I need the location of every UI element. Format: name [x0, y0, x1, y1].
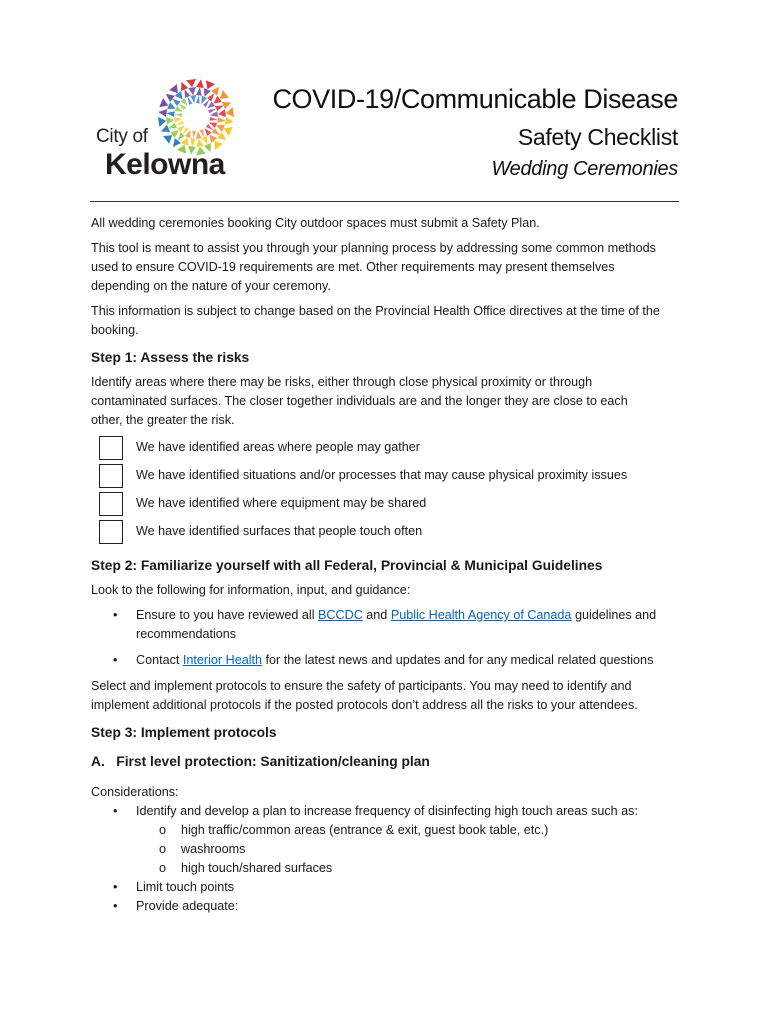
- header-divider: [90, 201, 679, 202]
- sun-mark-segment: [210, 117, 218, 121]
- logo-kelowna-text: Kelowna: [105, 148, 225, 181]
- sun-mark-segment: [217, 132, 226, 140]
- sun-mark-segment: [172, 99, 180, 106]
- checklist-item: [91, 520, 691, 548]
- document-body: [91, 214, 691, 923]
- sun-mark-segment: [211, 87, 219, 96]
- sun-mark-segment: [166, 117, 174, 125]
- checklist-item: [91, 436, 691, 464]
- step2-bullet-2: • Contact Interior Health for the latest news and updates and for any medical related questions: [91, 651, 691, 670]
- sub-bullet-icon: o: [159, 842, 167, 856]
- sun-mark-segment: [177, 126, 185, 133]
- sun-mark-segment: [204, 88, 211, 97]
- sun-mark-segment: [207, 101, 215, 108]
- sun-mark-segment: [178, 133, 185, 141]
- sun-mark-segment: [226, 107, 234, 117]
- sun-mark-segment: [167, 102, 176, 109]
- considerations-label: Considerations:: [91, 785, 179, 799]
- sun-mark-segment: [217, 117, 225, 123]
- step1-checklist: [91, 436, 691, 548]
- intro-paragraph-3: This information is subject to change based on the Provincial Health Office directives at the time of the booking.: [91, 304, 660, 337]
- sub-list-item: o high touch/shared surfaces: [91, 859, 691, 878]
- checklist-label: We have identified situations and/or processes that may cause physical proximity issues: [136, 468, 628, 482]
- bullet-icon: •: [113, 899, 118, 913]
- sun-mark-segment: [216, 125, 225, 132]
- checklist-item: [91, 464, 691, 492]
- sun-mark-segment: [196, 95, 200, 103]
- sun-mark-segment: [190, 138, 196, 146]
- sun-mark-segment: [158, 109, 167, 117]
- step3-heading: Step 3: Implement protocols: [91, 725, 277, 740]
- bccdc-link[interactable]: BCCDC: [318, 608, 363, 622]
- checklist-item: [91, 492, 691, 520]
- kelowna-sun-mark-icon: [157, 78, 235, 156]
- sun-mark-segment: [180, 98, 187, 106]
- checkbox[interactable]: [99, 436, 123, 460]
- bullet-icon: •: [113, 653, 118, 667]
- sun-mark-segment: [169, 84, 178, 93]
- sun-mark-segment: [196, 79, 204, 88]
- sun-mark-segment: [215, 106, 224, 112]
- sun-mark-segment: [206, 80, 215, 89]
- bullet-icon: •: [113, 804, 118, 818]
- step2-bullet-1: • Ensure to you have reviewed all BCCDC and Public Health Agency of Canada guidelines and recommendations: [113, 608, 657, 641]
- step2-paragraph: Select and implement protocols to ensure the safety of participants. You may need to identify and implement additional protocols if the posted protocols don’t address all the risks to your attendees.: [91, 679, 638, 712]
- step2-heading: Step 2: Familiarize yourself with all Federal, Provincial & Municipal Guidelines: [91, 558, 603, 573]
- sun-mark-segment: [220, 90, 229, 99]
- step3-subheading: A. First level protection: Sanitization/cleaning plan: [91, 754, 430, 769]
- intro-paragraph-1: All wedding ceremonies booking City outdoor spaces must submit a Safety Plan.: [91, 216, 540, 230]
- bullet-icon: •: [113, 608, 118, 622]
- step2-lead: Look to the following for information, input, and guidance:: [91, 583, 411, 597]
- step3-bullet-3: • Provide adequate:: [91, 897, 691, 916]
- step1-paragraph: Identify areas where there may be risks, either through close physical proximity or through contaminated surfaces. The closer together individuals are and the longer they are close to each other, the greater the risk.: [91, 375, 628, 427]
- step1-heading: Step 1: Assess the risks: [91, 350, 250, 365]
- sun-mark-segment: [218, 109, 226, 117]
- sub-bullet-icon: o: [159, 823, 167, 837]
- sun-mark-segment: [158, 117, 166, 127]
- sun-mark-segment: [192, 131, 196, 139]
- sun-mark-segment: [188, 87, 196, 95]
- document-subtitle: Safety Checklist: [517, 124, 678, 150]
- sub-bullet-icon: o: [159, 861, 167, 875]
- sun-mark-segment: [224, 127, 233, 136]
- interior-health-link[interactable]: Interior Health: [182, 653, 263, 667]
- sun-mark-segment: [196, 139, 204, 147]
- document-title: COVID-19/Communicable Disease: [272, 84, 678, 114]
- sun-mark-segment: [174, 113, 182, 117]
- sun-mark-segment: [185, 89, 191, 98]
- sun-mark-segment: [163, 135, 172, 144]
- sun-mark-segment: [207, 93, 214, 101]
- sun-mark-segment: [225, 117, 234, 125]
- step3-bullet-1: • Identify and develop a plan to increase frequency of disinfecting high touch areas such as:: [91, 802, 691, 821]
- checklist-label: We have identified where equipment may be shared: [136, 496, 427, 510]
- checklist-label: We have identified areas where people may gather: [136, 440, 420, 454]
- logo-city-of-text: City of: [96, 126, 148, 147]
- sub-list-item: o high traffic/common areas (entrance & exit, guest book table, etc.): [91, 821, 691, 840]
- checkbox[interactable]: [99, 492, 123, 516]
- bullet-icon: •: [113, 880, 118, 894]
- sub-list-item: o washrooms: [91, 840, 691, 859]
- sun-mark-segment: [205, 128, 212, 136]
- checklist-label: We have identified surfaces that people touch often: [136, 524, 423, 538]
- checkbox[interactable]: [99, 520, 123, 544]
- sun-mark-segment: [181, 137, 188, 146]
- intro-paragraph-2: This tool is meant to assist you through your planning process by addressing some common methods used to ensure COVID-19 requirements are met. Other requirements may present themselves depending on the nature of your ceremony.: [91, 241, 656, 293]
- sun-mark-segment: [196, 87, 202, 95]
- checkbox[interactable]: [99, 464, 123, 488]
- sun-mark-segment: [159, 98, 168, 107]
- sun-mark-segment: [173, 138, 181, 147]
- step3-bullet-2: • Limit touch points: [91, 878, 691, 897]
- sun-mark-segment: [168, 123, 177, 129]
- city-of-kelowna-logo: [95, 78, 245, 188]
- sun-mark-segment: [212, 128, 220, 135]
- sun-mark-segment: [166, 111, 174, 117]
- sun-mark-segment: [186, 79, 196, 87]
- document-subtitle-event: Wedding Ceremonies: [491, 158, 678, 180]
- public-health-agency-link[interactable]: Public Health Agency of Canada: [390, 608, 572, 622]
- sun-mark-segment: [166, 94, 175, 102]
- sun-mark-segment: [202, 136, 208, 145]
